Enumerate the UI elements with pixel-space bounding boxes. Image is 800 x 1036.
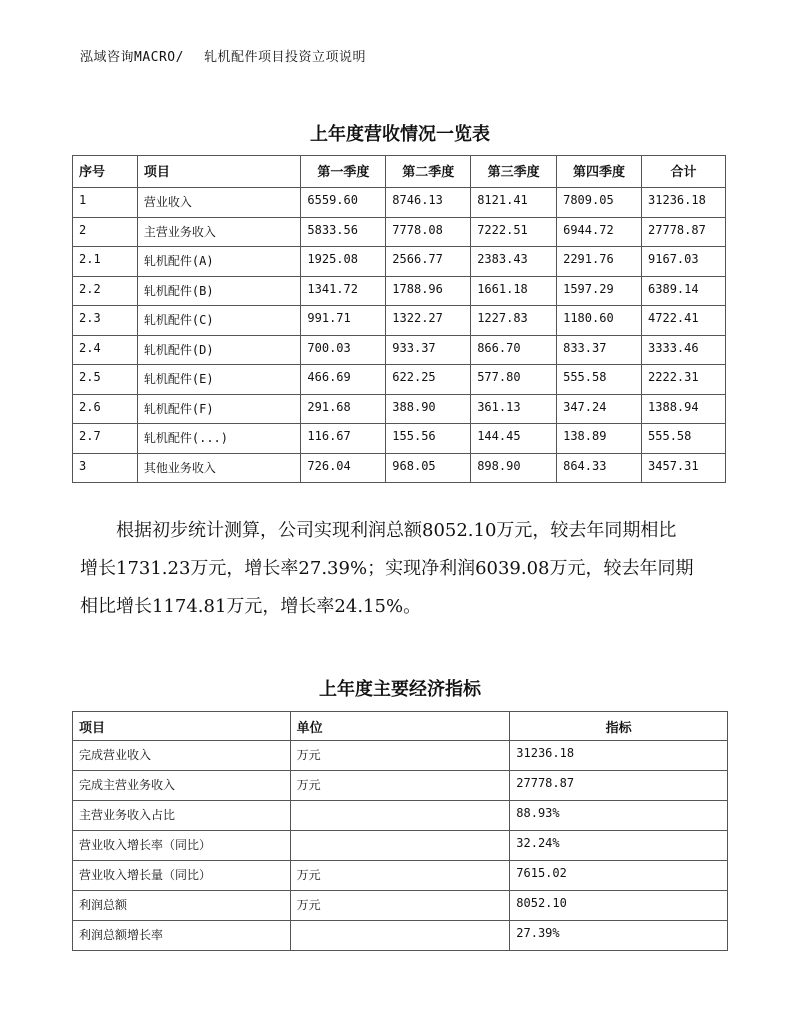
table2-title: 上年度主要经济指标 (319, 679, 481, 700)
col-header: 第三季度 (471, 156, 557, 188)
table-row (73, 217, 726, 247)
col-header: 第四季度 (557, 156, 642, 188)
table-cell: 2.3 (73, 306, 138, 336)
table-cell: 1925.08 (301, 247, 386, 277)
table-row (73, 276, 726, 306)
table-cell: 7809.05 (557, 188, 642, 218)
table-row (73, 306, 726, 336)
table-cell: 1 (73, 188, 138, 218)
table-cell: 8121.41 (471, 188, 557, 218)
table-cell: 轧机配件(...) (137, 424, 301, 454)
table-cell (290, 800, 510, 830)
table-row (73, 247, 726, 277)
header-company: 泓域咨询MACRO/ (80, 50, 184, 65)
table-cell: 388.90 (386, 394, 471, 424)
table-cell: 2.5 (73, 365, 138, 395)
table-row (73, 188, 726, 218)
table-cell: 2383.43 (471, 247, 557, 277)
revenue-table (72, 155, 726, 483)
table-cell: 其他业务收入 (137, 453, 301, 483)
table-cell: 555.58 (642, 424, 726, 454)
table-cell: 991.71 (301, 306, 386, 336)
table-cell: 1661.18 (471, 276, 557, 306)
table-row (73, 424, 726, 454)
table-cell: 营业收入增长量（同比） (73, 860, 291, 890)
col-header: 单位 (290, 712, 510, 741)
table-cell: 轧机配件(A) (137, 247, 301, 277)
table-cell: 726.04 (301, 453, 386, 483)
table-cell: 27778.87 (510, 770, 728, 800)
table-cell: 116.67 (301, 424, 386, 454)
paragraph-line: 根据初步统计测算，公司实现利润总额8052.10万元，较去年同期相比 (116, 520, 677, 541)
col-header: 项目 (137, 156, 301, 188)
table-cell: 主营业务收入占比 (73, 800, 291, 830)
table-cell: 万元 (290, 860, 510, 890)
table-cell: 7615.02 (510, 860, 728, 890)
table-cell: 4722.41 (642, 306, 726, 336)
table-cell: 88.93% (510, 800, 728, 830)
table-cell: 291.68 (301, 394, 386, 424)
table-cell: 6389.14 (642, 276, 726, 306)
summary-paragraph (80, 512, 720, 626)
table-cell: 2.4 (73, 335, 138, 365)
table-cell: 31236.18 (642, 188, 726, 218)
table-cell: 主营业务收入 (137, 217, 301, 247)
table-cell: 轧机配件(E) (137, 365, 301, 395)
table-row (73, 335, 726, 365)
table-cell: 864.33 (557, 453, 642, 483)
table-cell: 万元 (290, 770, 510, 800)
table-cell: 622.25 (386, 365, 471, 395)
table-cell: 万元 (290, 740, 510, 770)
table-cell: 2.6 (73, 394, 138, 424)
table-cell: 营业收入 (137, 188, 301, 218)
table-cell: 898.90 (471, 453, 557, 483)
table-cell: 2.7 (73, 424, 138, 454)
table-cell: 31236.18 (510, 740, 728, 770)
table-cell: 1180.60 (557, 306, 642, 336)
table-cell: 2 (73, 217, 138, 247)
table-cell: 7222.51 (471, 217, 557, 247)
paragraph-line: 增长1731.23万元，增长率27.39%；实现净利润6039.08万元，较去年同期 (80, 558, 694, 579)
table-row (73, 453, 726, 483)
table-header-row (73, 712, 728, 741)
col-header: 第二季度 (386, 156, 471, 188)
table-cell: 3 (73, 453, 138, 483)
col-header: 第一季度 (301, 156, 386, 188)
table-cell: 2291.76 (557, 247, 642, 277)
table-cell: 555.58 (557, 365, 642, 395)
table-cell: 利润总额增长率 (73, 920, 291, 950)
table-cell: 144.45 (471, 424, 557, 454)
table-cell: 933.37 (386, 335, 471, 365)
table-row (73, 770, 728, 800)
table-cell: 2.1 (73, 247, 138, 277)
table-row (73, 800, 728, 830)
table-cell (290, 830, 510, 860)
table-cell: 138.89 (557, 424, 642, 454)
table-cell: 347.24 (557, 394, 642, 424)
page-header (80, 46, 366, 65)
table1-title: 上年度营收情况一览表 (310, 124, 490, 145)
table-cell: 968.05 (386, 453, 471, 483)
table-row (73, 920, 728, 950)
table-header-row (73, 156, 726, 188)
table-row (73, 394, 726, 424)
table-cell: 1322.27 (386, 306, 471, 336)
table-cell: 2566.77 (386, 247, 471, 277)
table-cell: 1227.83 (471, 306, 557, 336)
table-cell: 6559.60 (301, 188, 386, 218)
header-doc-title: 轧机配件项目投资立项说明 (203, 50, 366, 65)
table-cell: 5833.56 (301, 217, 386, 247)
table-cell: 9167.03 (642, 247, 726, 277)
table-row (73, 365, 726, 395)
table-cell: 8746.13 (386, 188, 471, 218)
table-cell: 1388.94 (642, 394, 726, 424)
table-cell: 7778.08 (386, 217, 471, 247)
col-header: 合计 (642, 156, 726, 188)
table-cell (290, 920, 510, 950)
table-cell: 营业收入增长率（同比） (73, 830, 291, 860)
table-cell: 轧机配件(B) (137, 276, 301, 306)
paragraph-line: 相比增长1174.81万元，增长率24.15%。 (80, 596, 422, 617)
table-cell: 361.13 (471, 394, 557, 424)
table-row (73, 890, 728, 920)
table-cell: 155.56 (386, 424, 471, 454)
table-cell: 466.69 (301, 365, 386, 395)
table-cell: 2222.31 (642, 365, 726, 395)
indicators-table (72, 711, 728, 951)
table-cell: 866.70 (471, 335, 557, 365)
col-header: 指标 (510, 712, 728, 741)
table-row (73, 740, 728, 770)
col-header: 项目 (73, 712, 291, 741)
table-cell: 利润总额 (73, 890, 291, 920)
table-cell: 万元 (290, 890, 510, 920)
table-cell: 32.24% (510, 830, 728, 860)
table-cell: 1341.72 (301, 276, 386, 306)
table-cell: 8052.10 (510, 890, 728, 920)
table-cell: 轧机配件(D) (137, 335, 301, 365)
table-cell: 1597.29 (557, 276, 642, 306)
table-cell: 轧机配件(C) (137, 306, 301, 336)
table-cell: 轧机配件(F) (137, 394, 301, 424)
table-cell: 2.2 (73, 276, 138, 306)
table-cell: 1788.96 (386, 276, 471, 306)
table-cell: 3457.31 (642, 453, 726, 483)
table-cell: 完成营业收入 (73, 740, 291, 770)
table-cell: 完成主营业务收入 (73, 770, 291, 800)
table-cell: 700.03 (301, 335, 386, 365)
table-cell: 577.80 (471, 365, 557, 395)
table-row (73, 860, 728, 890)
table-cell: 833.37 (557, 335, 642, 365)
table-cell: 27778.87 (642, 217, 726, 247)
table-cell: 6944.72 (557, 217, 642, 247)
table-cell: 27.39% (510, 920, 728, 950)
table-row (73, 830, 728, 860)
table-cell: 3333.46 (642, 335, 726, 365)
col-header: 序号 (73, 156, 138, 188)
